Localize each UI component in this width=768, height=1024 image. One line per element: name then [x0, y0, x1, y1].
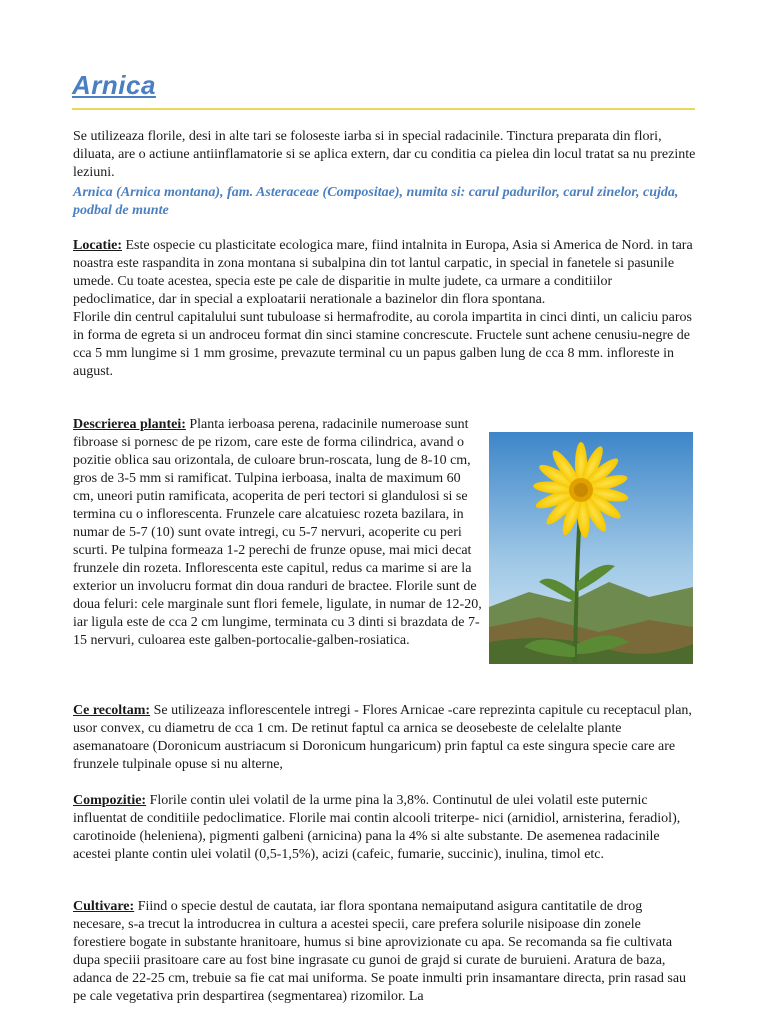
section-cultivare — [73, 898, 696, 1006]
section-recoltam — [73, 702, 696, 774]
descriere-text: Planta ierboasa perena, radacinile numeroase sunt fibroase si pornesc de pe rizom, care este de forma cilindrica, avand o pozitie oblica sau orizontala, de culoare brun-roscata, lung de 8-10 cm, gros de 3-5 mm si ramificat. Tulpina ierboasa, inalta de maximum 60 cm, uneori putin ramificata, acoperita de peri tectori si glandulosi si se termina cu o inflorescenta. Frunzele care alcatuiesc rozeta bazilara, in numar de 5-7 (10) sunt ovate intregi, cu 5-7 nervuri, acoperite cu peri scurti. Pe tulpina formeaza 1-2 perechi de frunze opuse, mai mici decat frunzele din rozeta. Inflorescenta este capitul, redus ca marime si are la exterior un involucru format din doua randuri de bractee. Florile sunt de doua feluri: cele marginale sunt flori femele, ligulate, in numar de 12-20, iar ligula este de cca 2 cm lungime, terminata cu 3 dinti si brazdata de 7-15 nervuri, culoarea este galben-portocalie-galben-rosiatica. — [73, 417, 482, 648]
locatie-text: Este ospecie cu plasticitate ecologica mare, fiind intalnita in Europa, Asia si America de Nord. in tara noastra este raspandita in zona montana si subalpina din tot lantul carpatic, in special in fanetele si pasunile umede. Cu toate acestea, specia este pe cale de disparitie in multe judete, ca urmare a conditiilor pedoclimatice, dar in special a exploatarii nerationale a bazinelor din flora spontana. — [73, 238, 693, 307]
page-title: Arnica — [72, 70, 156, 100]
locatie-text-2: Florile din centrul capitalului sunt tubuloase si hermafrodite, au corola impartita in cinci dinti, un caliciu paros in forma de egreta si un androceu format din sinci stamine concrescute. Fructele sunt achene cenusiu-negre de cca 5 mm lungime si 1 mm grosime, prevazute terminal cu un papus galben lung de cca 8 mm. infloreste in august. — [73, 310, 692, 379]
recoltam-text: Se utilizeaza inflorescentele intregi - Flores Arnicae -care reprezinta capitule cu receptacul plan, usor convex, cu diametru de cca 1 cm. De retinut faptul ca arnica se deosebeste de celelalte plante asemanatoare (Doronicum austriacum si Doronicum hungaricum) prin faptul ca este singura specie care are frunzele tulpinale opuse si nu alterne, — [73, 703, 692, 772]
species-subtitle: Arnica (Arnica montana), fam. Asteraceae (Compositae), numita si: carul padurilor, carul zinelor, cujda, podbal de munte — [73, 185, 679, 218]
section-descriere — [73, 416, 483, 650]
cultivare-heading: Cultivare: — [73, 899, 135, 914]
recoltam-heading: Ce recoltam: — [73, 703, 151, 718]
cultivare-text: Fiind o specie destul de cautata, iar flora spontana nemaiputand asigura cantitatile de drog necesare, s-a trecut la introducrea in cultura a acestei specii, care prefera solurile nisipoase din zonele forestiere bogate in substante hranitoare, humus si bine aprovizionate cu apa. Se recomanda sa fie cultivata dupa speciii prasitoare care au fost bine ingrasate cu gunoi de grajd si curate de buruieni. Aratura de baza, adanca de 22-25 cm, trebuie sa fie cat mai uniforma. Se poate inmulti prin insamantare directa, prin rasad sau pe cale vegetativa prin despartirea (segmentarea) rizomilor. La — [73, 899, 687, 1004]
compozitie-text: Florile contin ulei volatil de la urme pina la 3,8%. Continutul de ulei volatil este puternic influentat de conditiile pedoclimatice. Florile mai contin alcooli triterpe- nici (arnidiol, arnisterina, feradiol), carotinoide (heleniena), pigmenti galbeni (arnicina) pana la 4% si alte substante. De asemenea radacinile acestei plante contin ulei volatil (0,5-1,5%), acizi (cafeic, fumarie, succinic), inulina, timol etc. — [73, 793, 681, 862]
arnica-flower-icon — [489, 432, 693, 664]
intro-paragraph: Se utilizeaza florile, desi in alte tari se foloseste iarba si in special radacinile. Tinctura preparata din flori, diluata, are o actiune antiinflamatorie si se aplica extern, dar cu conditia ca pielea din locul tratat sa nu prezinte leziuni. — [73, 129, 696, 180]
descriere-heading: Descrierea plantei: — [73, 417, 186, 432]
arnica-flower-photo — [489, 432, 693, 664]
title-underline-rule — [72, 108, 695, 110]
compozitie-heading: Compozitie: — [73, 793, 147, 808]
section-locatie — [73, 237, 696, 381]
locatie-heading: Locatie: — [73, 238, 122, 253]
section-compozitie — [73, 792, 696, 864]
